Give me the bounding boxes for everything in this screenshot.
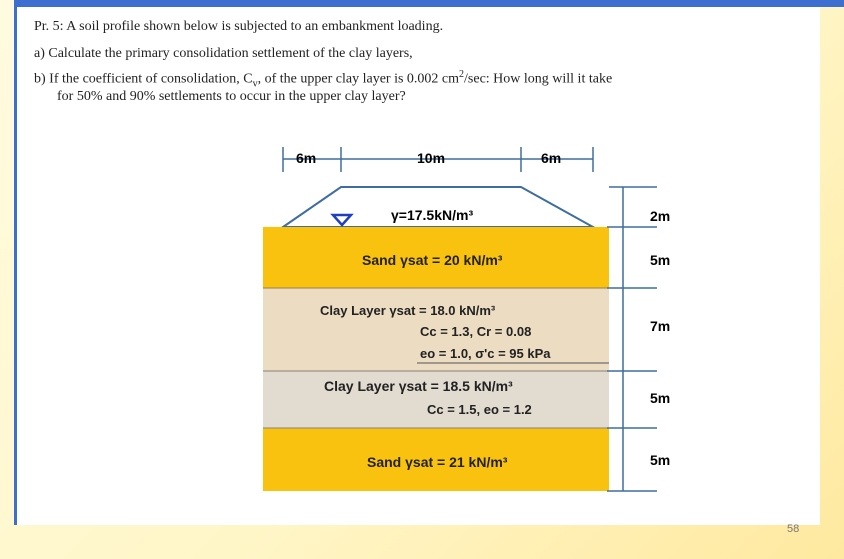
thickness-sand-top: 5m (650, 252, 671, 268)
dim-right-label: 6m (541, 150, 562, 166)
thickness-dimension (607, 187, 657, 491)
clay-upper-line1: Clay Layer γsat = 18.0 kN/m³ (320, 303, 496, 318)
embankment-unit-weight: γ=17.5kN/m³ (391, 207, 474, 223)
sand-bottom-label: Sand γsat = 21 kN/m³ (367, 454, 508, 470)
dim-mid-label: 10m (417, 150, 446, 166)
thickness-clay-lower: 5m (650, 390, 671, 406)
clay-lower-line2: Cc = 1.5, eo = 1.2 (427, 402, 532, 417)
clay-upper-line2: Cc = 1.3, Cr = 0.08 (420, 324, 532, 339)
dim-left-label: 6m (296, 150, 317, 166)
problem-part-a: a) Calculate the primary consolidation settlement of the clay layers, (34, 46, 413, 61)
sand-top-label: Sand γsat = 20 kN/m³ (362, 252, 503, 268)
soil-profile-diagram (17, 7, 820, 525)
thickness-embankment: 2m (650, 208, 671, 224)
thickness-sand-bottom: 5m (650, 452, 671, 468)
thickness-clay-upper: 7m (650, 318, 671, 334)
slide (17, 7, 820, 535)
problem-title: Pr. 5: A soil profile shown below is subjected to an embankment loading. (34, 19, 444, 34)
problem-part-b-line2: for 50% and 90% settlements to occur in the upper clay layer? (57, 89, 406, 104)
problem-part-b-line1: b) If the coefficient of consolidation, $C_v$, of the upper clay layer is 0.002 $cm^2/\sec$: How long will it take (34, 69, 613, 90)
clay-lower-line1: Clay Layer γsat = 18.5 kN/m³ (324, 378, 513, 394)
clay-upper-line3: eo = 1.0, σ'c = 95 kPa (420, 346, 551, 361)
page-number: 58 (787, 523, 800, 535)
top-accent-bar (14, 0, 844, 7)
